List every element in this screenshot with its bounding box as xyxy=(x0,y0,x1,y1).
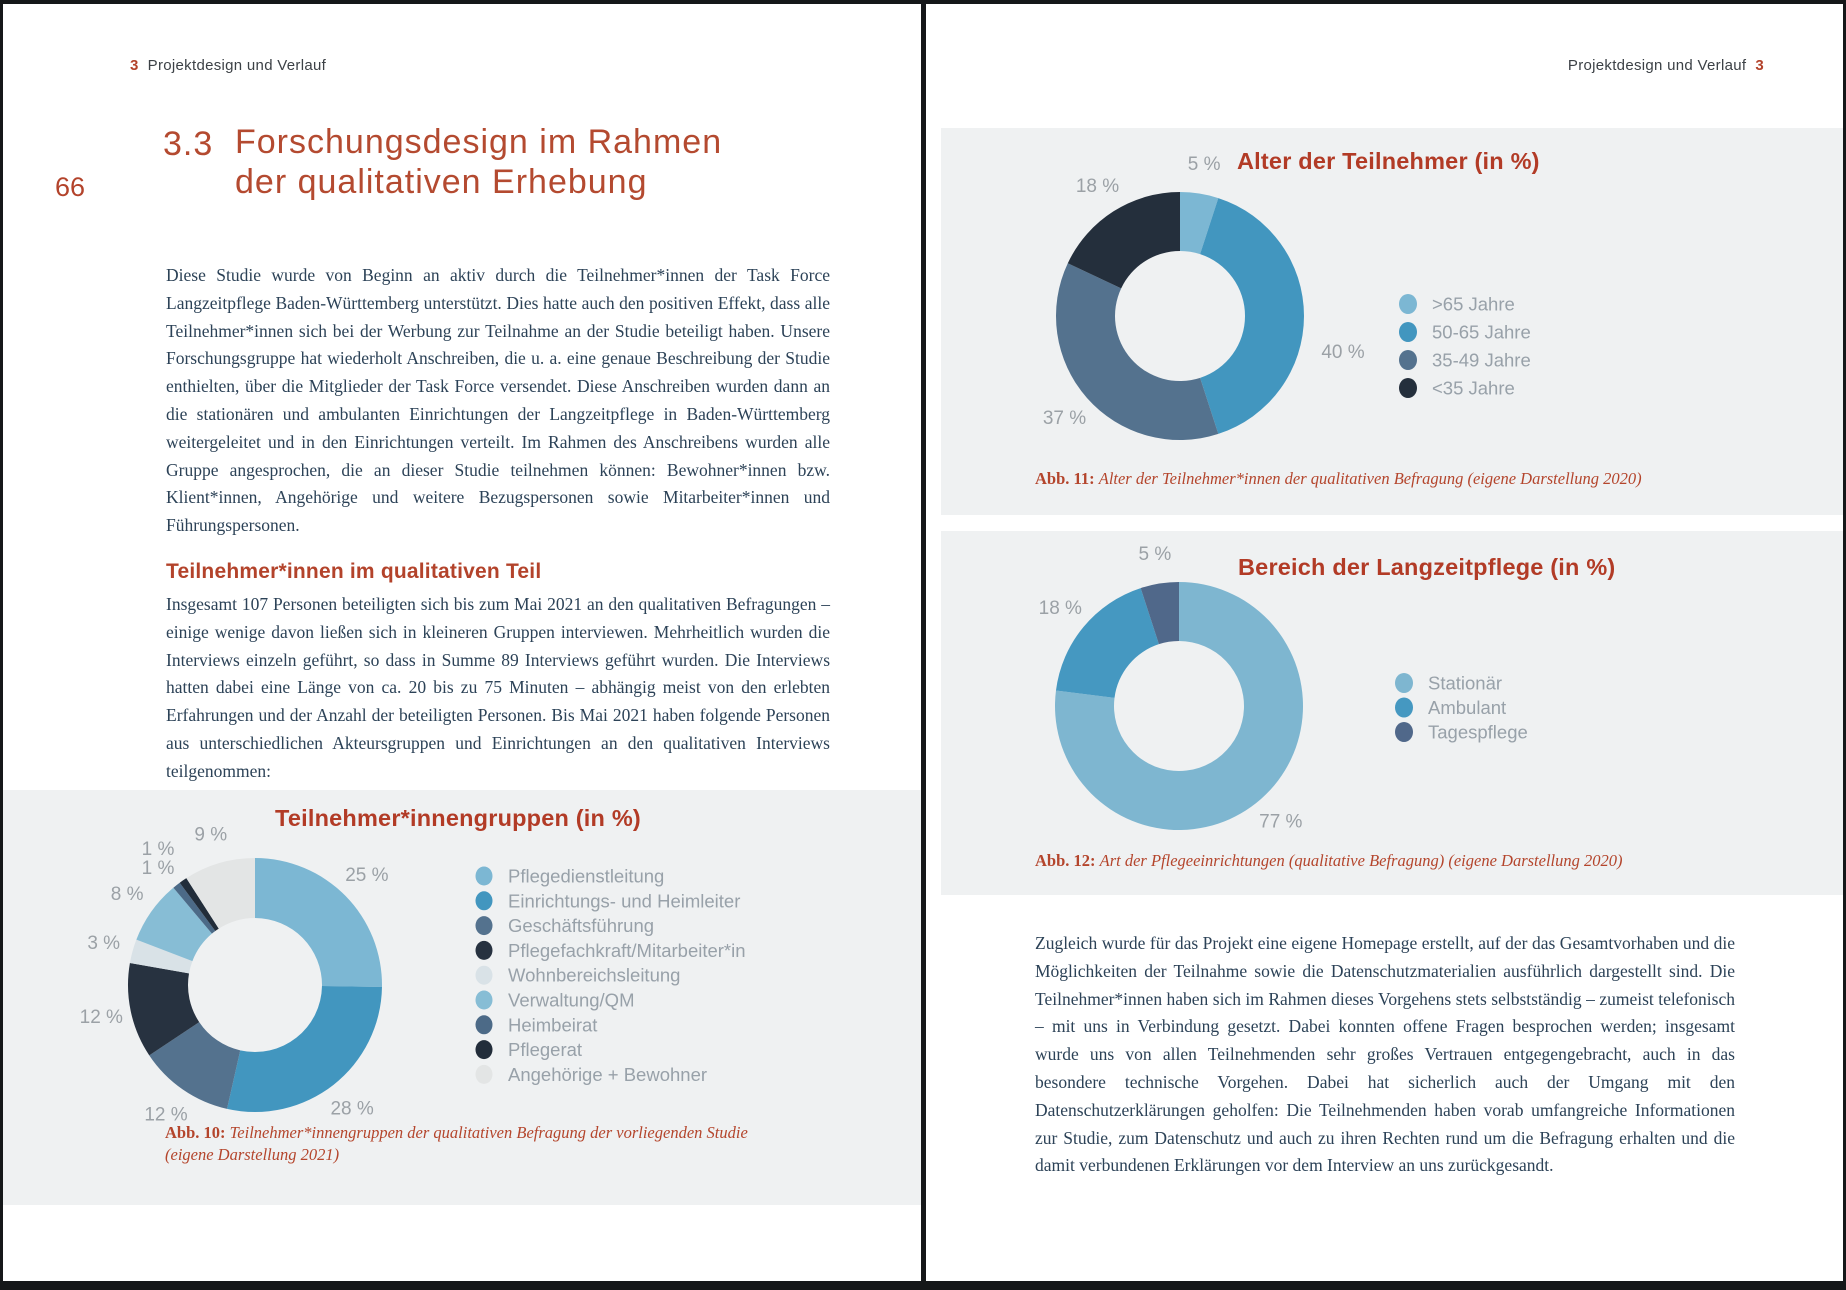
percent-label: 5 % xyxy=(1187,153,1221,175)
legend-bereich-der-langzeitpflege xyxy=(1395,673,1528,743)
donut-chart-teilnehmergruppen xyxy=(80,824,746,1125)
caption-abb12-label: Abb. 12: xyxy=(1035,851,1096,870)
legend-label: Angehörige + Bewohner xyxy=(508,1063,708,1085)
legend-dot xyxy=(476,916,493,935)
percent-label: 3 % xyxy=(87,933,121,955)
paragraph-2: Insgesamt 107 Personen beteiligten sich bis zum Mai 2021 an den qualitativen Befragungen – einige wenige davon ließen sich in kleineren Gruppen interviewen. Mehrheitlich wurden die Interviews einzeln geführt, so dass in Summe 89 Interviews geführt wurden. Die Interviews hatten dabei eine Länge von ca. 20 bis zu 75 Minuten – abhängig meist von den erlebten Erfahrungen und der Anzahl der beteiligten Personen. Bis Mai 2021 haben folgende Personen aus unterschiedlichen Akteursgruppen und Einrichtungen an den qualitativen Interviews teilgenommen: xyxy=(166,594,830,781)
percent-label: 28 % xyxy=(330,1098,374,1120)
legend-label: Einrichtungs- und Heimleiter xyxy=(508,890,741,912)
legend-dot xyxy=(476,867,493,886)
legend-label: Pflegefachkraft/Mitarbeiter*in xyxy=(508,939,746,961)
chart-title-alter: Alter der Teilnehmer (in %) xyxy=(1237,148,1540,174)
legend-dot xyxy=(476,941,493,960)
paragraph-1: Diese Studie wurde von Beginn an aktiv durch die Teilnehmer*innen der Task Force Langzeitpflege Baden-Württemberg unterstützt. Dies hatte auch den positiven Effekt, dass alle Teilnehmer*innen sich bei der Werbung zur Teilnahme an der Studie beteiligt haben. Unsere Forschungsgruppe hat wiederholt Anschreiben, die u. a. eine genaue Beschreibung der Studie enthielten, über die Mitglieder der Task Force versendet. Diese Anschreiben wurden dann an die stationären und ambulanten Einrichtungen der Langzeitpflege in Baden-Württemberg weitergeleitet und in den Einrichtungen verteilt. Im Rahmen des Anschreibens wurden alle Gruppe angesprochen, die an dieser Studie teilnehmen können: Bewohner*innen bzw. Klient*innen, Angehörige und weitere Bezugspersonen sowie Mitarbeiter*innen und Führungspersonen. xyxy=(166,265,830,536)
percent-label: 9 % xyxy=(194,824,228,846)
legend-dot xyxy=(476,1040,493,1059)
legend-dot xyxy=(1399,378,1417,398)
legend-dot xyxy=(476,891,493,910)
legend-dot xyxy=(1395,673,1413,693)
legend-label: Stationär xyxy=(1428,672,1503,694)
percent-label: 1 % xyxy=(141,839,175,860)
legend-dot xyxy=(1395,698,1413,718)
legend-dot xyxy=(1399,350,1417,370)
section-title-line2: der qualitativen Erhebung xyxy=(235,163,648,201)
percent-label: 8 % xyxy=(110,883,144,905)
legend-label: Verwaltung/QM xyxy=(508,989,635,1011)
section-title-line1: Forschungsdesign im Rahmen xyxy=(235,123,723,161)
legend-dot xyxy=(476,1065,493,1084)
legend-label: Heimbeirat xyxy=(508,1014,598,1036)
page-number: 66 xyxy=(55,172,86,202)
percent-label: 18 % xyxy=(1075,176,1120,197)
chapter-number: 3 xyxy=(1755,57,1764,74)
legend-alter-der-teilnehmer xyxy=(1399,294,1531,399)
legend-label: <35 Jahre xyxy=(1432,377,1515,399)
donut-chart-alter-der-teilnehmer xyxy=(1043,154,1531,440)
legend-label: Tagespflege xyxy=(1428,721,1528,743)
percent-label: 1 % xyxy=(141,858,175,879)
chart-title-teilnehmergruppen: Teilnehmer*innengruppen (in %) xyxy=(275,805,641,831)
paragraph-right: Zugleich wurde für das Projekt eine eigene Homepage erstellt, auf der das Gesamtvorhaben und die Möglichkeiten der Teilnahme sowie die Datenschutzmaterialien ausführlich dargestellt sind. Die Teilnehmer*innen haben sich im Rahmen dieses Vorgehens stets selbstständig – zumeist telefonisch – mit uns in Verbindung gesetzt. Dabei konnten offene Fragen besprochen werden; insgesamt wurde uns von allen Teilnehmenden sehr großes Vertrauen entgegengebracht, auch in das besondere technische Vorgehen. Dabei hat sicherlich auch der Umgang mit den Datenschutzerklärungen geholfen: Die Teilnehmenden haben vorab umfangreiche Informationen zur Studie, zum Datenschutz und auch zu ihren Rechten rund um die Befragung erhalten und die damit verbundenen Erklärungen vor dem Interview an uns zurückgesandt. xyxy=(1035,933,1735,1176)
legend-teilnehmergruppen xyxy=(476,866,746,1085)
chapter-number: 3 xyxy=(130,57,139,74)
legend-label: Geschäftsführung xyxy=(508,915,655,937)
percent-label: 18 % xyxy=(1038,597,1082,619)
percent-label: 77 % xyxy=(1259,811,1303,833)
percent-label: 5 % xyxy=(1138,543,1172,565)
legend-dot xyxy=(1395,722,1413,742)
legend-label: >65 Jahre xyxy=(1432,293,1515,315)
chart-slice-teilnehmergruppen-1 xyxy=(227,986,382,1112)
legend-dot xyxy=(476,966,493,985)
legend-dot xyxy=(1399,322,1417,342)
legend-label: 50-65 Jahre xyxy=(1432,321,1531,343)
legend-dot xyxy=(1399,294,1417,314)
legend-label: Pflegedienstleitung xyxy=(508,865,665,887)
subheading: Teilnehmer*innen im qualitativen Teil xyxy=(166,560,542,583)
percent-label: 12 % xyxy=(144,1104,188,1126)
percent-label: 37 % xyxy=(1042,407,1087,429)
caption-abb10-text: Teilnehmer*innengruppen der qualitativen Befragung der vorliegenden Studie (eigene Darstellung 2021) xyxy=(165,1123,748,1164)
legend-dot xyxy=(476,1015,493,1034)
chart-title-bereich: Bereich der Langzeitpflege (in %) xyxy=(1238,554,1616,580)
legend-label: Ambulant xyxy=(1428,697,1507,718)
legend-label: Pflegerat xyxy=(508,1039,583,1061)
running-header-text: Projektdesign und Verlauf xyxy=(147,57,327,74)
running-header-text: Projektdesign und Verlauf xyxy=(1567,57,1747,74)
caption-abb11-text: Alter der Teilnehmer*innen der qualitativen Befragung (eigene Darstellung 2020) xyxy=(1098,469,1642,488)
percent-label: 25 % xyxy=(345,864,389,886)
legend-dot xyxy=(476,991,493,1010)
legend-label: 35-49 Jahre xyxy=(1432,349,1531,371)
section-number: 3.3 xyxy=(163,125,214,163)
legend-label: Wohnbereichsleitung xyxy=(508,964,681,986)
percent-label: 40 % xyxy=(1321,342,1365,363)
caption-abb12-text: Art der Pflegeeinrichtungen (qualitative Befragung) (eigene Darstellung 2020) xyxy=(1099,851,1623,870)
chart-slice-alter-der-teilnehmer-1 xyxy=(1200,198,1304,434)
caption-abb11-label: Abb. 11: xyxy=(1035,469,1095,488)
percent-label: 12 % xyxy=(79,1007,123,1029)
caption-abb10-label: Abb. 10: xyxy=(165,1123,226,1142)
donut-chart-bereich-der-langzeitpflege xyxy=(1039,544,1528,833)
